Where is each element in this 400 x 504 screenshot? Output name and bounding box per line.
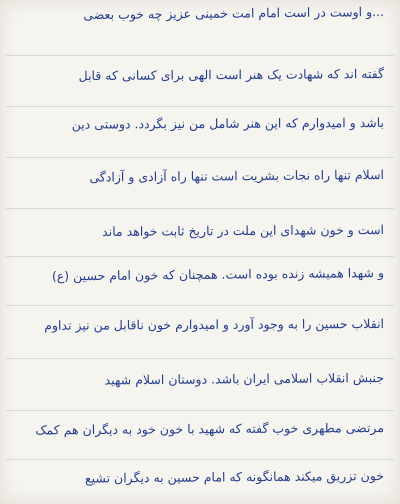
ruled-line <box>6 256 394 257</box>
ruled-line <box>6 157 394 158</box>
letter-line-5: است و خون شهدای این ملت در تاریخ ثابت خواهد ماند <box>102 222 385 239</box>
letter-line-2: گفته اند که شهادت یک هنر است الهی برای کسانی که قابل <box>78 66 385 84</box>
ruled-line <box>6 106 394 107</box>
letter-line-10: خون تزریق میکند همانگونه که امام حسین به دیگران تشیع <box>84 468 385 486</box>
ruled-line <box>6 358 394 359</box>
ruled-line <box>6 208 394 209</box>
ruled-line <box>6 55 394 56</box>
letter-line-7: انقلاب حسین را به وجود آورد و امیدوارم خون ناقابل من نیز تداوم <box>44 316 385 333</box>
ruled-line <box>6 410 394 411</box>
letter-line-1: ...و اوست در است امام امت خمینی عزیز چه خوب بعضی <box>83 4 385 23</box>
ruled-line <box>6 305 394 306</box>
letter-line-3: باشد و امیدوارم که این هنر شامل من نیز بگردد. دوستی دین <box>71 115 385 132</box>
ruled-line <box>6 459 394 460</box>
letter-line-8: جنبش انقلاب اسلامی ایران باشد. دوستان اسلام شهید <box>104 370 385 388</box>
letter-line-9: مرتضی مطهری خوب گفته که شهید با خون خود به دیگران هم کمک <box>35 420 385 438</box>
letter-line-4: اسلام تنها راه نجات بشریت است تنها راه آزادی و آزادگی <box>89 167 385 185</box>
letter-line-6: و شهدا همیشه زنده بوده است. همچنان که خون امام حسین (ع) <box>51 265 385 284</box>
